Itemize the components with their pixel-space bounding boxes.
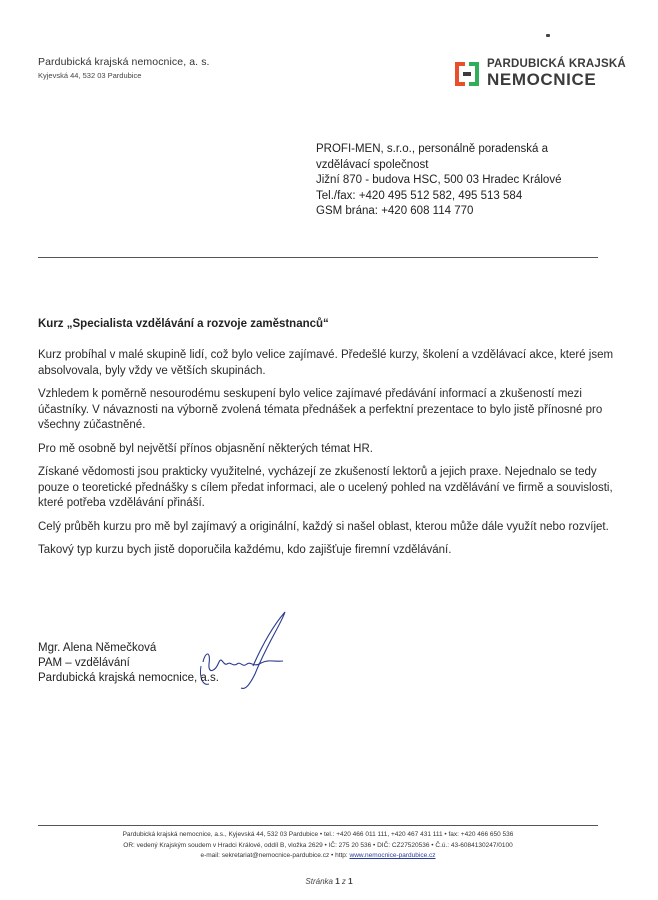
letter-footer	[38, 830, 598, 862]
recipient-line: Tel./fax: +420 495 512 582, 495 513 584	[316, 189, 523, 202]
body-paragraph: Pro mě osobně byl největší přínos objasnění některých témat HR.	[38, 442, 373, 455]
footer-email: e-mail: sekretariat@nemocnice-pardubice.cz • http:	[200, 852, 350, 859]
scan-speck	[546, 34, 550, 37]
logo-mark-icon	[452, 59, 482, 89]
letter-body	[38, 348, 616, 567]
body-paragraph: Vzhledem k poměrně nesourodému seskupení bylo velice zajímavé předávání informací a zkušeností mezi účastníky. V návaznosti na výborně zvolená témata přednášek a perfektní prezentace to bylo jistě přínosné pro všechny zúčastněné.	[38, 388, 603, 431]
body-paragraph: Kurz probíhal v malé skupině lidí, což bylo velice zajímavé. Předešlé kurzy, školení a vzdělávací akce, které jsem absolvovala, byly vždy ve větších skupinách.	[38, 349, 614, 377]
signatory-org: Pardubická krajská nemocnice, a.s.	[38, 672, 219, 684]
footer-web-link[interactable]: www.nemocnice-pardubice.cz	[349, 852, 436, 859]
footer-line: OR: vedený Krajským soudem v Hradci Králové, oddíl B, vložka 2629 • IČ: 275 20 536 • DIČ: CZ27520536 • Č.ú.: 43-6084130247/0100	[123, 841, 513, 849]
footer-divider	[38, 825, 598, 826]
letter-subject: Kurz „Specialista vzdělávání a rozvoje zaměstnanců“	[38, 318, 329, 330]
body-paragraph: Celý průběh kurzu pro mě byl zajímavý a originální, každý si našel oblast, kterou může dále využít nebo rozvíjet.	[38, 520, 609, 533]
page-total: 1	[348, 877, 353, 886]
header-divider	[38, 257, 598, 258]
recipient-address	[316, 142, 561, 220]
recipient-line: Jižní 870 - budova HSC, 500 03 Hradec Králové	[316, 174, 562, 186]
page-current: 1	[335, 877, 340, 886]
recipient-line: PROFI-MEN, s.r.o., personálně poradenská a	[316, 143, 549, 155]
footer-line: Pardubická krajská nemocnice, a.s., Kyjevská 44, 532 03 Pardubice • tel.: +420 466 011 111, +420 467 431 111 • fax: +420 466 650 536	[122, 831, 514, 838]
sender-block	[38, 56, 210, 80]
page-number	[0, 877, 658, 886]
signatory-role: PAM – vzdělávání	[38, 657, 130, 669]
sender-address: Kyjevská 44, 532 03 Pardubice	[38, 71, 142, 80]
page-label: Stránka	[305, 877, 333, 886]
sender-name: Pardubická krajská nemocnice, a. s.	[38, 56, 210, 68]
logo-text-line1: PARDUBICKÁ KRAJSKÁ	[487, 58, 626, 70]
footer-line	[38, 851, 598, 862]
recipient-line: vzdělávací společnost	[316, 158, 429, 171]
signatory-block	[38, 641, 219, 686]
page-of: z	[341, 877, 346, 886]
body-paragraph: Takový typ kurzu bych jistě doporučila každému, kdo zajišťuje firemní vzdělávání.	[38, 544, 452, 556]
logo-text-line2: NEMOCNICE	[487, 70, 597, 89]
body-paragraph: Získané vědomosti jsou prakticky využitelné, vycházejí ze zkušeností lektorů a jejich praxe. Nejednalo se tedy pouze o teoretické přednášky s cílem předat informaci, ale o ucelený pohled na vzdělávání ve firmě a souvislosti, které potřeba vzdělávání přináší.	[38, 466, 613, 509]
recipient-line: GSM brána: +420 608 114 770	[316, 205, 474, 217]
signatory-name: Mgr. Alena Němečková	[38, 642, 157, 654]
hospital-logo	[452, 58, 626, 89]
